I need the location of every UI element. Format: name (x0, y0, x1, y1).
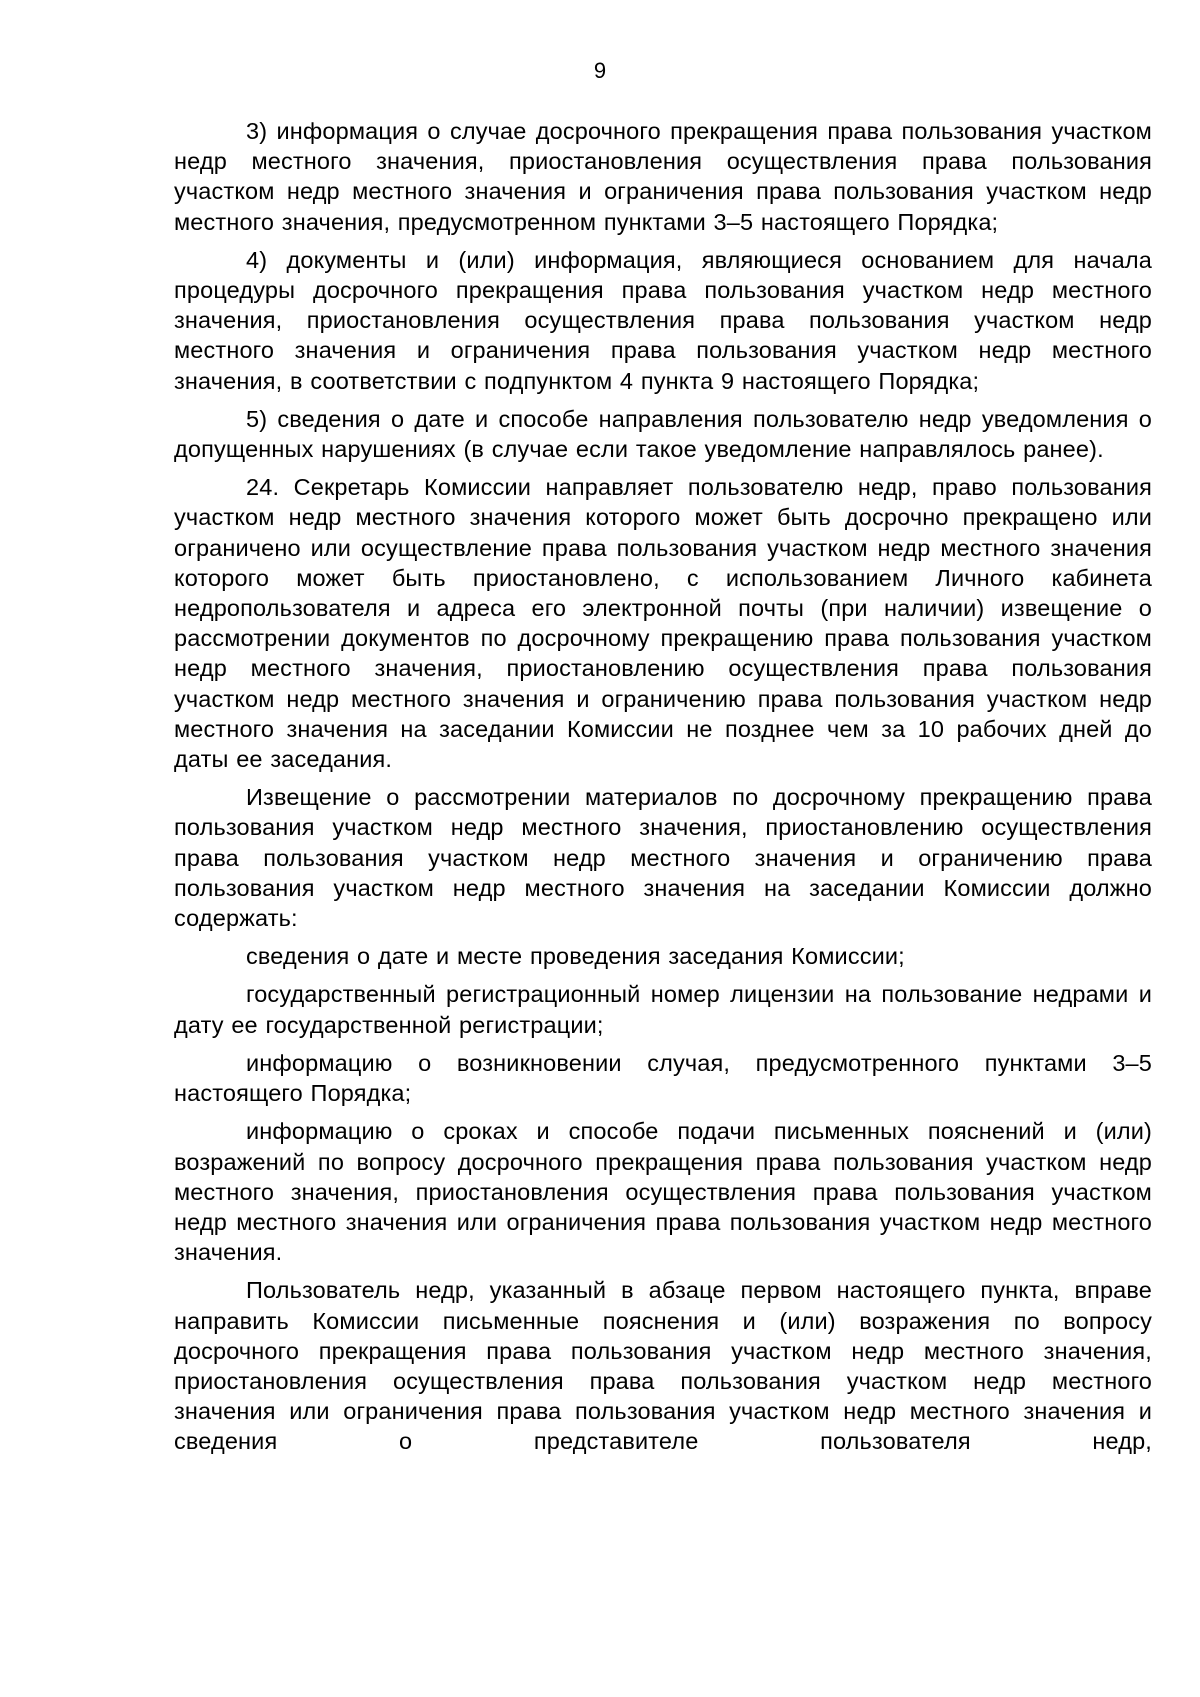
paragraph-clause-24: 24. Секретарь Комиссии направляет пользователю недр, право пользования участком недр местного значения которого может быть досрочно прекращено или ограничено или осуществление права пользования участком недр местного значения которого может быть приостановлено, с использованием Личного кабинета недропользователя и адреса его электронной почты (при наличии) извещение о рассмотрении документов по досрочному прекращению права пользования участком недр местного значения, приостановлению осуществления права пользования участком недр местного значения и ограничению права пользования участком недр местного значения на заседании Комиссии не позднее чем за 10 рабочих дней до даты ее заседания. (174, 474, 1152, 773)
paragraph-item-3: 3) информация о случае досрочного прекращения права пользования участком недр местного значения, приостановления осуществления права пользования участком недр местного значения и ограничения права пользования участком недр местного значения, предусмотренном пунктами 3–5 настоящего Порядка; (174, 118, 1152, 235)
paragraph-notice-content: Извещение о рассмотрении материалов по досрочному прекращению права пользования участком недр местного значения, приостановлению осуществления права пользования участком недр местного значения и ограничению права пользования участком недр местного значения на заседании Комиссии должно содержать: (174, 784, 1152, 932)
paragraph-user-rights: Пользователь недр, указанный в абзаце первом настоящего пункта, вправе направить Комиссии письменные пояснения и (или) возражения по вопросу досрочного прекращения права пользования участком недр местного значения, приостановления осуществления права пользования участком недр местного значения или ограничения права пользования участком недр местного значения и сведения о представителе пользователя недр, (174, 1277, 1152, 1455)
paragraph-meeting-info: сведения о дате и месте проведения заседания Комиссии; (246, 943, 905, 970)
paragraph-license-number: государственный регистрационный номер лицензии на пользование недрами и дату ее государственной регистрации; (174, 981, 1152, 1038)
page-number: 9 (593, 58, 607, 83)
paragraph-deadline-info: информацию о сроках и способе подачи письменных пояснений и (или) возражений по вопросу досрочного прекращения права пользования участком недр местного значения, приостановления осуществления права пользования участком недр местного значения или ограничения права пользования участком недр местного значения. (174, 1118, 1152, 1266)
document-body (174, 116, 1152, 1465)
paragraph-item-4: 4) документы и (или) информация, являющиеся основанием для начала процедуры досрочного прекращения права пользования участком недр местного значения, приостановления осуществления права пользования участком недр местного значения и ограничения права пользования участком недр местного значения, в соответствии с подпунктом 4 пункта 9 настоящего Порядка; (174, 246, 1152, 394)
paragraph-case-info: информацию о возникновении случая, предусмотренного пунктами 3–5 настоящего Порядка; (174, 1049, 1152, 1107)
paragraph-item-5: 5) сведения о дате и способе направления пользователю недр уведомления о допущенных нарушениях (в случае если такое уведомление направлялось ранее). (174, 405, 1152, 463)
